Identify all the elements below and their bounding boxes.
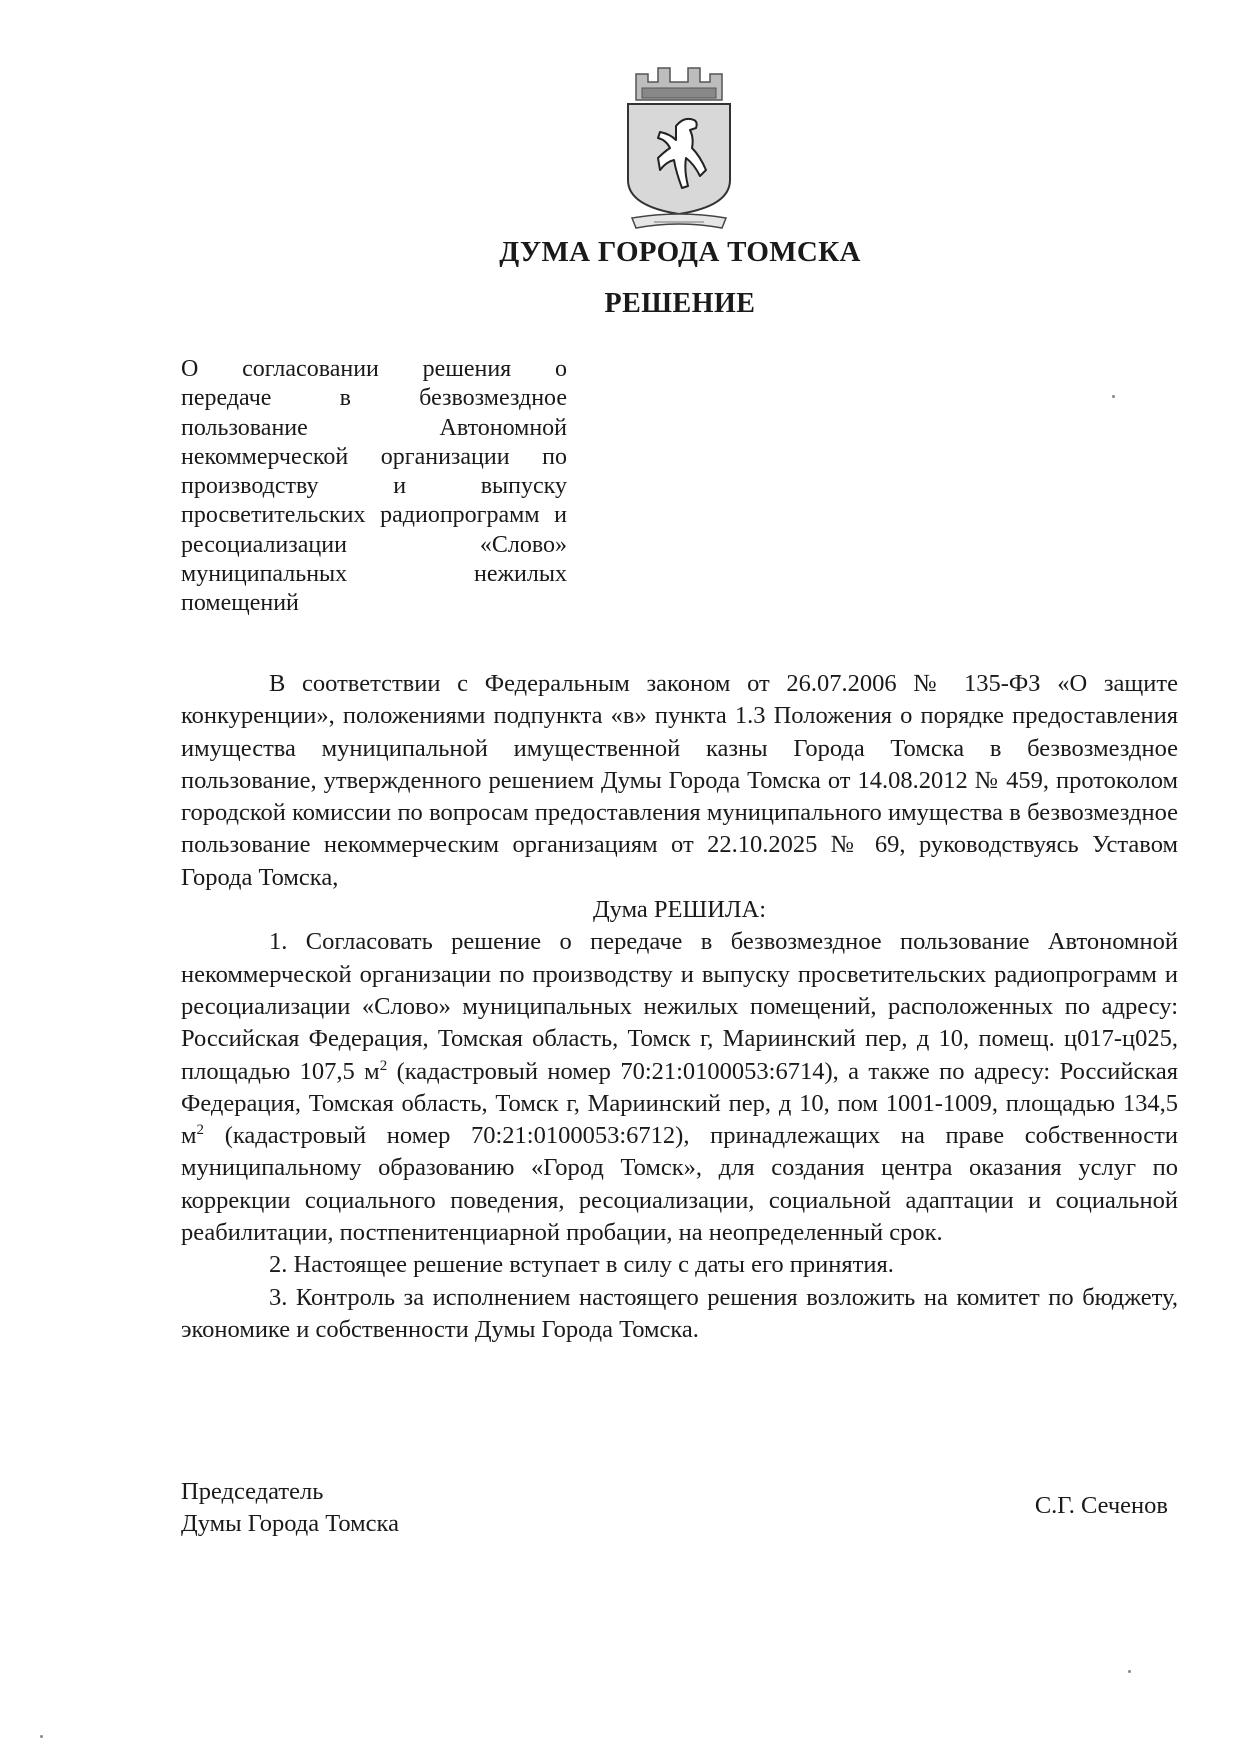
document-type-title: РЕШЕНИЕ: [604, 288, 756, 319]
item-1-superscript-2: 2: [196, 1122, 205, 1138]
subject-line: помещений: [181, 590, 299, 617]
subject-line: передаче в безвозмездное: [181, 385, 567, 412]
scan-speck: [1112, 395, 1115, 398]
item-1-text-part-1: 1. Согласовать решение о передаче в безвозмездное пользование Автономной некоммерческой организации по производству и выпуску просветительских радиопрограмм и ресоциализации «Слово» муниципальных нежилых помещений, расположенных по адресу: Российская Федерация, Томская область, Томск г, Мариинский пер, д 10, помещ. ц017-ц025, площадью 107,5 м: [181, 928, 1178, 1085]
scan-speck: [40, 1735, 43, 1738]
organization-title: ДУМА ГОРОДА ТОМСКА: [499, 236, 861, 268]
subject-line: пользование Автономной: [181, 414, 567, 441]
item-2-paragraph: 2. Настоящее решение вступает в силу с даты его принятия.: [269, 1251, 894, 1279]
scan-speck: [1128, 1670, 1131, 1673]
item-1-text-part-2: (кадастровый номер 70:21:0100053:6714), а также по адресу: Российская Федерация, Томская область, Томск г, Мариинский пер, д 10, пом 1001-1009, площадью 134,5 м: [181, 1057, 1178, 1150]
document-subject: [181, 355, 567, 619]
subject-line: просветительских радиопрограмм и: [181, 502, 567, 529]
preamble-paragraph: В соответствии с Федеральным законом от 26.07.2006 № 135-ФЗ «О защите конкуренции», положениями подпункта «в» пункта 1.3 Положения о порядке предоставления имущества муниципальной имущественной казны Города Томска в безвозмездное пользование, утвержденного решением Думы Города Томска от 14.08.2012 № 459, протоколом городской комиссии по вопросам предоставления муниципального имущества в безвозмездное пользование некоммерческим организациям от 22.10.2025 № 69, руководствуясь Уставом Города Томска,: [181, 670, 1178, 891]
subject-line: производству и выпуску: [181, 473, 567, 500]
subject-line: некоммерческой организации по: [181, 443, 567, 470]
item-1-paragraph: [181, 926, 1178, 1249]
item-3-paragraph: 3. Контроль за исполнением настоящего решения возложить на комитет по бюджету, экономике и собственности Думы Города Томска.: [181, 1283, 1178, 1343]
subject-line: ресоциализации «Слово»: [181, 531, 567, 558]
subject-line: муниципальных нежилых: [181, 561, 567, 588]
coat-of-arms-emblem: [614, 60, 744, 232]
subject-line: О согласовании решения о: [181, 356, 567, 382]
signer-name: С.Г. Сеченов: [1034, 1492, 1168, 1519]
signer-position: [181, 1476, 399, 1540]
document-body: [181, 668, 1178, 1346]
item-1-superscript-1: 2: [379, 1057, 388, 1074]
signer-position-line-1: Председатель: [181, 1478, 324, 1505]
signer-position-line-2: Думы Города Томска: [181, 1510, 399, 1537]
resolved-heading: Дума РЕШИЛА:: [592, 896, 767, 924]
item-1-text-part-3: (кадастровый номер 70:21:0100053:6712), принадлежащих на праве собственности муниципальному образованию «Город Томск», для создания центра оказания услуг по коррекции социального поведения, ресоциализации, социальной адаптации и социальной реабилитации, постпенитенциарной пробации, на неопределенный срок.: [181, 1122, 1178, 1247]
